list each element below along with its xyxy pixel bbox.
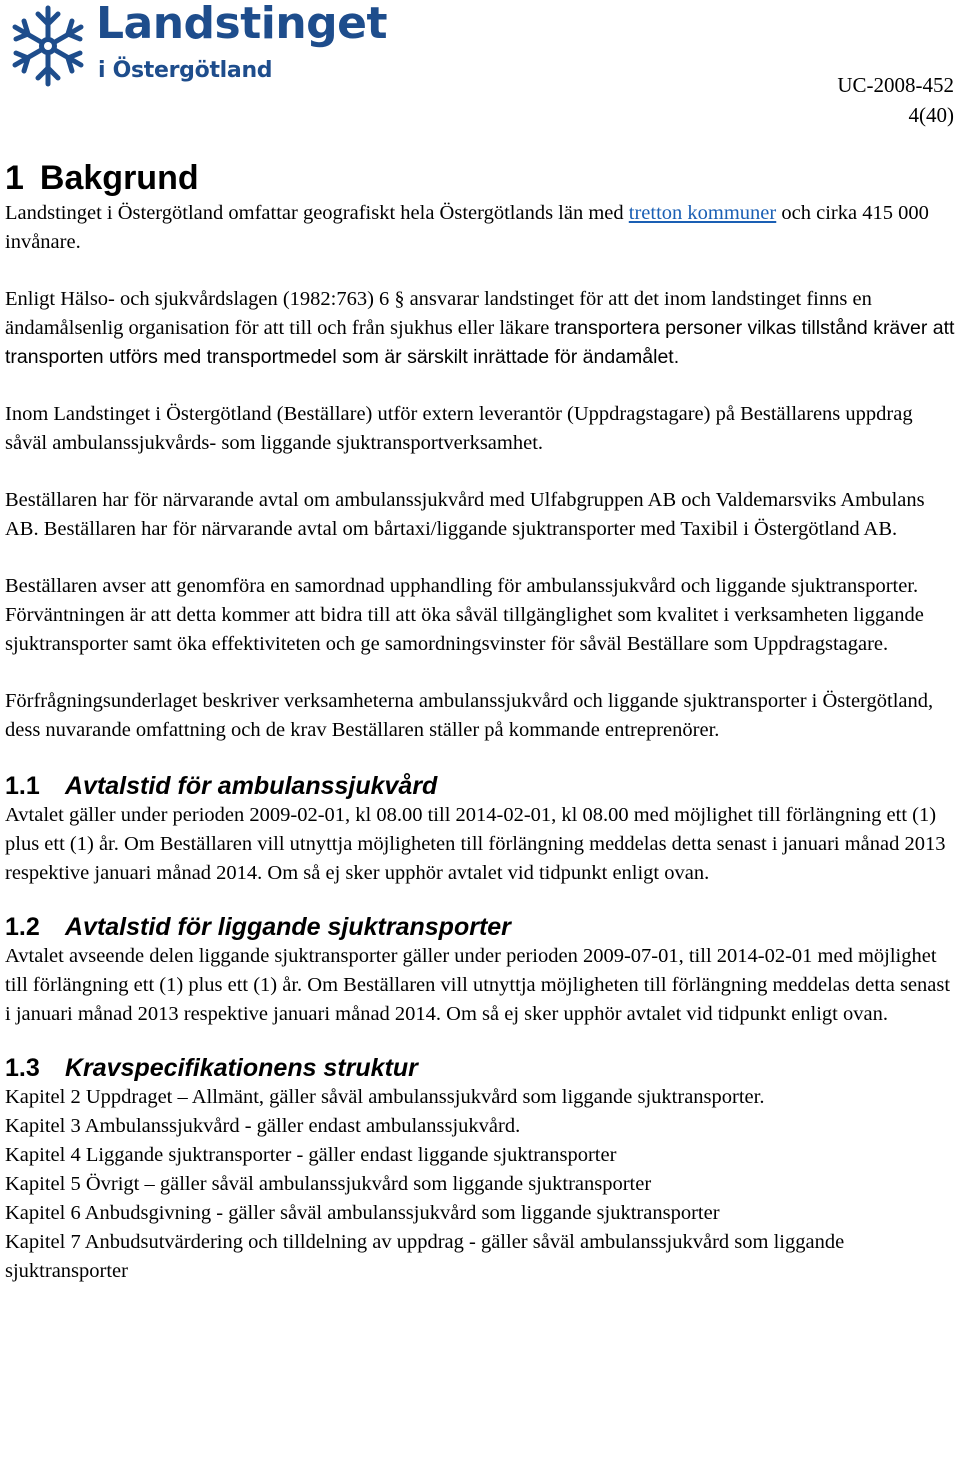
paragraph-text: ansvarar landstinget för att det inom landstinget finns en ändamålsenlig organisation för att till och från sjukhus eller läkare [5,288,872,339]
list-item: Kapitel 4 Liggande sjuktransporter - gäller endast liggande sjuktransporter [5,1144,617,1166]
section-title: Kravspecifikationens struktur [65,1054,418,1082]
paragraph-text: Enligt Hälso- och sjukvårdslagen (1982:763) 6 [5,288,395,310]
paragraph-current-contracts: Beställaren har för närvarande avtal om ambulanssjukvård med Ulfabgruppen AB och Valdemarsviks Ambulans AB. Beställaren har för närvarande avtal om bårtaxi/liggande sjuktransporter med Taxibil i Östergötland AB. [5,489,925,540]
list-item: Kapitel 5 Övrigt – gäller såväl ambulanssjukvård som liggande sjuktransporter [5,1173,652,1195]
logo-subtitle: i Östergötland [98,58,273,83]
paragraph-intro [5,199,955,257]
list-item: Kapitel 2 Uppdraget – Allmänt, gäller såväl ambulanssjukvård som liggande sjuktransporter. [5,1086,765,1108]
paragraph-organisation: Inom Landstinget i Östergötland (Beställare) utför extern leverantör (Uppdragstagare) på Beställarens uppdrag såväl ambulanssjukvårds- som liggande sjuktransportverksamhet. [5,403,913,454]
page-header [0,0,960,140]
section-heading-1-2 [5,912,955,942]
landstinget-logo [4,0,388,94]
document-id: UC-2008-452 [837,73,954,97]
snowflake-logo-icon [4,2,92,90]
paragraph-contract-period-ambulance: Avtalet gäller under perioden 2009-02-01, kl 08.00 till 2014-02-01, kl 08.00 med möjlighet till förlängning ett (1) plus ett (1) år. Om Beställaren vill utnyttja möjligheten till förlängning meddelas detta senast i januari månad 2013 respektive januari månad 2014. Om så ej sker upphör avtalet vid tidpunkt enligt ovan. [5,804,946,884]
section-title: Avtalstid för liggande sjuktransporter [65,913,511,941]
paragraph-text: och cirka 415 000 invånare. [5,202,929,253]
list-item: Kapitel 7 Anbudsutvärdering och tilldelning av uppdrag - gäller såväl ambulanssjukvård som liggande sjuktransporter [5,1231,845,1282]
tretton-kommuner-link[interactable]: tretton kommuner [628,202,777,224]
page-number: 4(40) [908,103,954,127]
chapter-list [5,1083,955,1286]
section-heading-1 [5,157,955,199]
section-number: 1.2 [5,913,40,941]
paragraph-contract-period-transport: Avtalet avseende delen liggande sjuktransporter gäller under perioden 2009-07-01, till 2014-02-01 med möjlighet till förlängning ett (1) plus ett (1) år. Om Beställaren vill utnyttja möjligheten till förlängning meddelas detta senast i januari månad 2013 respektive januari månad 2014. Om så ej sker upphör avtalet vid tidpunkt enligt ovan. [5,945,951,1025]
paragraph-law [5,285,955,372]
list-item: Kapitel 3 Ambulanssjukvård - gäller endast ambulanssjukvård. [5,1115,521,1137]
paragraph-procurement: Beställaren avser att genomföra en samordnad upphandling för ambulanssjukvård och liggande sjuktransporter. Förväntningen är att detta kommer att bidra till att öka såväl tillgänglighet som kvalitet i verksamheten liggande sjuktransporter samt öka effektiviteten och ge samordningsvinster för såväl Beställare som Uppdragstagare. [5,575,924,655]
section-sign: § [394,288,405,310]
section-title: Bakgrund [39,159,199,197]
document-reference [837,70,954,130]
document-body [5,157,955,1286]
paragraph-text: Landstinget i Östergötland omfattar geografiskt hela Östergötlands län med [5,202,629,224]
logo-title: Landstinget [96,0,388,49]
section-title: Avtalstid för ambulanssjukvård [65,772,438,800]
section-number: 1 [5,159,24,197]
paragraph-text: transportera personer vilkas tillstånd kräver att transporten utförs med transportmedel som är särskilt inrättade för ändamålet. [5,317,955,368]
list-item: Kapitel 6 Anbudsgivning - gäller såväl ambulanssjukvård som liggande sjuktransporter [5,1202,720,1224]
section-number: 1.1 [5,772,40,800]
paragraph-scope: Förfrågningsunderlaget beskriver verksamheterna ambulanssjukvård och liggande sjuktransporter i Östergötland, dess nuvarande omfattning och de krav Beställaren ställer på kommande entreprenörer. [5,690,934,741]
section-heading-1-3 [5,1053,955,1083]
section-number: 1.3 [5,1054,40,1082]
section-heading-1-1 [5,771,955,801]
